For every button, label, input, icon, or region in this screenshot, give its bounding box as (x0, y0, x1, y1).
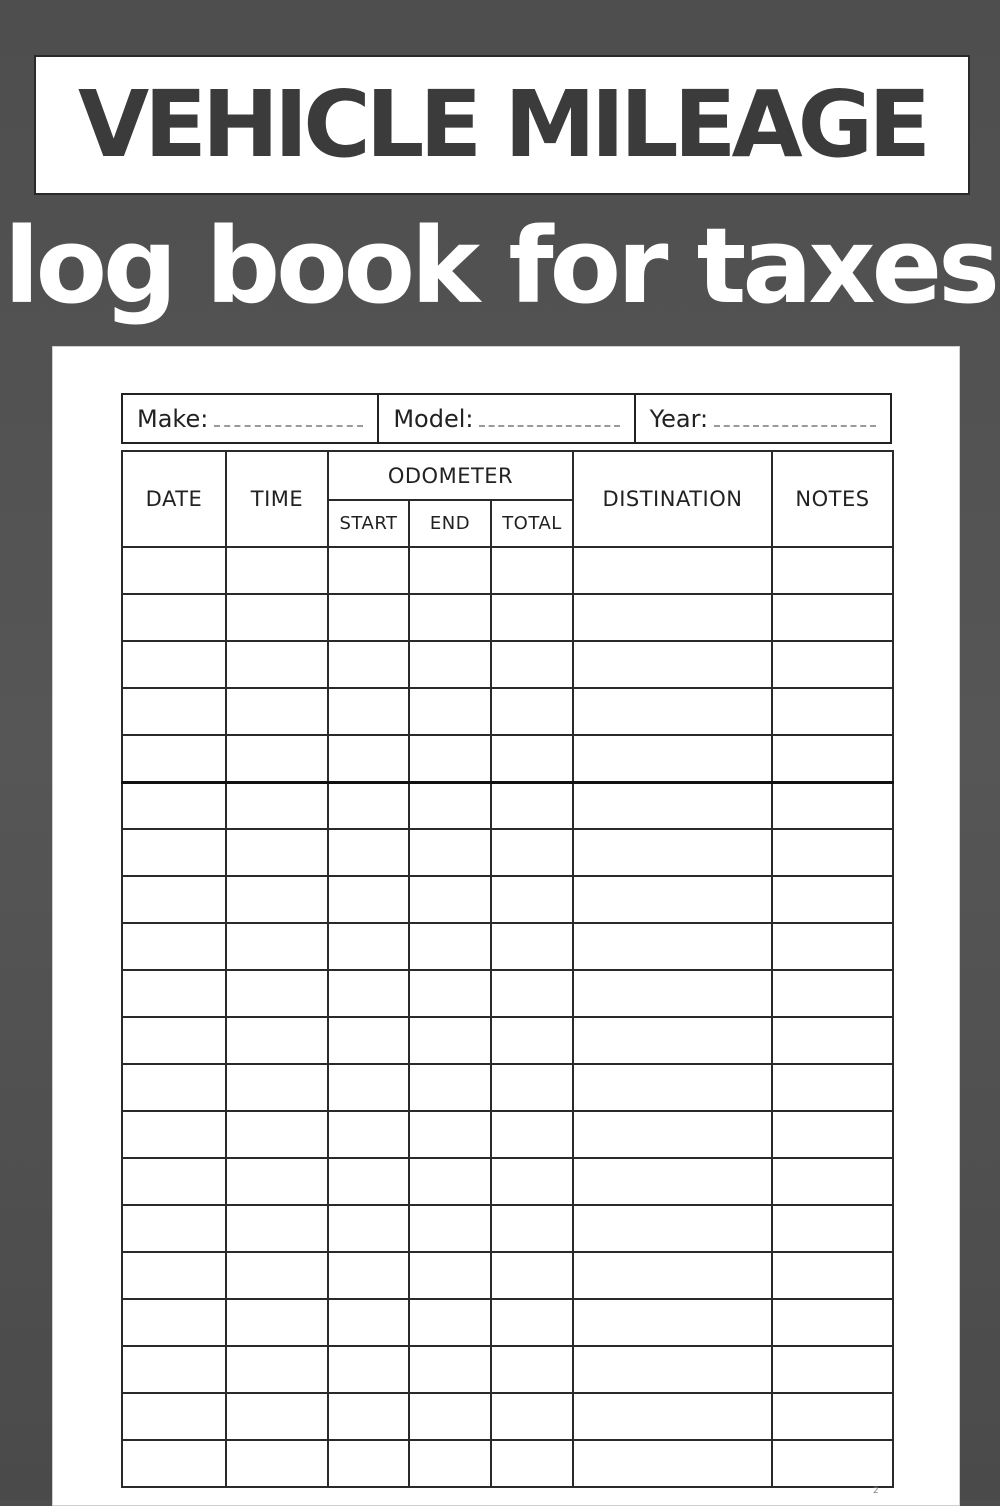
start-cell (328, 547, 409, 594)
start-cell (328, 1440, 409, 1487)
year-field (636, 395, 890, 442)
model-field (379, 395, 635, 442)
total-cell (491, 923, 573, 970)
log-row (122, 735, 893, 782)
end-cell (409, 782, 491, 829)
log-row (122, 1440, 893, 1487)
date-cell (122, 1346, 226, 1393)
end-cell (409, 1064, 491, 1111)
total-cell (491, 1111, 573, 1158)
notes-cell (772, 970, 893, 1017)
total-cell (491, 1017, 573, 1064)
total-cell (491, 1299, 573, 1346)
date-cell (122, 1158, 226, 1205)
start-cell (328, 1393, 409, 1440)
make-label: Make: (137, 404, 209, 433)
time-cell (226, 876, 328, 923)
notes-cell (772, 923, 893, 970)
date-cell (122, 735, 226, 782)
notes-cell (772, 1064, 893, 1111)
start-cell (328, 1252, 409, 1299)
end-cell (409, 1158, 491, 1205)
log-row (122, 876, 893, 923)
notes-cell (772, 1252, 893, 1299)
cover-subtitle: log book for taxes (3, 205, 997, 327)
total-cell (491, 829, 573, 876)
notes-cell (772, 594, 893, 641)
end-cell (409, 876, 491, 923)
start-cell (328, 1158, 409, 1205)
end-cell (409, 547, 491, 594)
notes-cell (772, 1111, 893, 1158)
destination-cell (573, 829, 772, 876)
date-cell (122, 688, 226, 735)
time-cell (226, 1440, 328, 1487)
notes-cell (772, 1158, 893, 1205)
destination-cell (573, 547, 772, 594)
cover-title-box (34, 55, 970, 195)
make-blank-line (214, 425, 363, 427)
notes-cell (772, 735, 893, 782)
start-cell (328, 1111, 409, 1158)
time-cell (226, 1111, 328, 1158)
date-cell (122, 782, 226, 829)
start-cell (328, 970, 409, 1017)
destination-cell (573, 1017, 772, 1064)
end-cell (409, 1017, 491, 1064)
end-cell (409, 688, 491, 735)
notes-cell (772, 1017, 893, 1064)
time-cell (226, 1158, 328, 1205)
destination-cell (573, 1346, 772, 1393)
destination-cell (573, 594, 772, 641)
notes-cell (772, 1205, 893, 1252)
time-cell (226, 970, 328, 1017)
end-cell (409, 1205, 491, 1252)
destination-cell (573, 1393, 772, 1440)
notes-cell (772, 829, 893, 876)
time-cell (226, 641, 328, 688)
time-cell (226, 829, 328, 876)
time-cell (226, 688, 328, 735)
date-cell (122, 1440, 226, 1487)
start-cell (328, 1064, 409, 1111)
total-cell (491, 1393, 573, 1440)
time-cell (226, 547, 328, 594)
end-cell (409, 829, 491, 876)
page-number: 2 (873, 1486, 879, 1496)
vehicle-info-row (121, 393, 892, 444)
column-header-start: START (328, 500, 409, 547)
destination-cell (573, 1299, 772, 1346)
year-blank-line (714, 425, 876, 427)
total-cell (491, 735, 573, 782)
time-cell (226, 782, 328, 829)
notes-cell (772, 688, 893, 735)
total-cell (491, 876, 573, 923)
log-row (122, 1299, 893, 1346)
total-cell (491, 688, 573, 735)
end-cell (409, 923, 491, 970)
notes-cell (772, 782, 893, 829)
time-cell (226, 735, 328, 782)
column-header-destination: DISTINATION (573, 451, 772, 547)
date-cell (122, 641, 226, 688)
log-row (122, 1346, 893, 1393)
total-cell (491, 1252, 573, 1299)
time-cell (226, 594, 328, 641)
total-cell (491, 1205, 573, 1252)
column-header-date: DATE (122, 451, 226, 547)
end-cell (409, 1299, 491, 1346)
destination-cell (573, 1158, 772, 1205)
notes-cell (772, 1346, 893, 1393)
time-cell (226, 1252, 328, 1299)
date-cell (122, 970, 226, 1017)
date-cell (122, 1111, 226, 1158)
time-cell (226, 1346, 328, 1393)
notes-cell (772, 1299, 893, 1346)
log-row (122, 782, 893, 829)
end-cell (409, 1111, 491, 1158)
destination-cell (573, 1205, 772, 1252)
log-row (122, 829, 893, 876)
start-cell (328, 923, 409, 970)
end-cell (409, 641, 491, 688)
column-header-total: TOTAL (491, 500, 573, 547)
date-cell (122, 1393, 226, 1440)
notes-cell (772, 547, 893, 594)
start-cell (328, 1205, 409, 1252)
destination-cell (573, 876, 772, 923)
mileage-log-table (121, 450, 894, 1488)
model-blank-line (479, 425, 619, 427)
date-cell (122, 876, 226, 923)
log-row (122, 547, 893, 594)
total-cell (491, 1158, 573, 1205)
destination-cell (573, 970, 772, 1017)
end-cell (409, 1440, 491, 1487)
destination-cell (573, 1252, 772, 1299)
log-row (122, 1205, 893, 1252)
destination-cell (573, 688, 772, 735)
notes-cell (772, 1440, 893, 1487)
date-cell (122, 1205, 226, 1252)
make-field (123, 395, 379, 442)
log-row (122, 923, 893, 970)
date-cell (122, 1064, 226, 1111)
year-label: Year: (649, 404, 709, 433)
date-cell (122, 829, 226, 876)
total-cell (491, 782, 573, 829)
date-cell (122, 1017, 226, 1064)
total-cell (491, 1440, 573, 1487)
column-header-notes: NOTES (772, 451, 893, 547)
time-cell (226, 1017, 328, 1064)
end-cell (409, 594, 491, 641)
destination-cell (573, 923, 772, 970)
time-cell (226, 1205, 328, 1252)
destination-cell (573, 1111, 772, 1158)
start-cell (328, 594, 409, 641)
end-cell (409, 970, 491, 1017)
total-cell (491, 641, 573, 688)
total-cell (491, 547, 573, 594)
destination-cell (573, 735, 772, 782)
total-cell (491, 1064, 573, 1111)
cover-title: VEHICLE MILEAGE (77, 71, 927, 178)
notes-cell (772, 1393, 893, 1440)
log-row (122, 970, 893, 1017)
start-cell (328, 876, 409, 923)
log-row (122, 1064, 893, 1111)
start-cell (328, 782, 409, 829)
start-cell (328, 1017, 409, 1064)
destination-cell (573, 1064, 772, 1111)
date-cell (122, 547, 226, 594)
end-cell (409, 1252, 491, 1299)
column-header-time: TIME (226, 451, 328, 547)
model-label: Model: (393, 404, 474, 433)
destination-cell (573, 641, 772, 688)
total-cell (491, 594, 573, 641)
column-header-odometer: ODOMETER (328, 451, 573, 500)
destination-cell (573, 1440, 772, 1487)
start-cell (328, 1346, 409, 1393)
total-cell (491, 1346, 573, 1393)
notes-cell (772, 876, 893, 923)
log-row (122, 688, 893, 735)
log-row (122, 1393, 893, 1440)
total-cell (491, 970, 573, 1017)
date-cell (122, 1299, 226, 1346)
log-rows (122, 547, 893, 1487)
log-row (122, 1158, 893, 1205)
destination-cell (573, 782, 772, 829)
start-cell (328, 1299, 409, 1346)
time-cell (226, 1299, 328, 1346)
log-row (122, 1252, 893, 1299)
end-cell (409, 1393, 491, 1440)
start-cell (328, 641, 409, 688)
start-cell (328, 829, 409, 876)
date-cell (122, 923, 226, 970)
date-cell (122, 594, 226, 641)
start-cell (328, 688, 409, 735)
log-row (122, 1111, 893, 1158)
notes-cell (772, 641, 893, 688)
time-cell (226, 1064, 328, 1111)
end-cell (409, 735, 491, 782)
log-row (122, 594, 893, 641)
date-cell (122, 1252, 226, 1299)
time-cell (226, 923, 328, 970)
log-row (122, 1017, 893, 1064)
end-cell (409, 1346, 491, 1393)
log-row (122, 641, 893, 688)
time-cell (226, 1393, 328, 1440)
start-cell (328, 735, 409, 782)
column-header-end: END (409, 500, 491, 547)
